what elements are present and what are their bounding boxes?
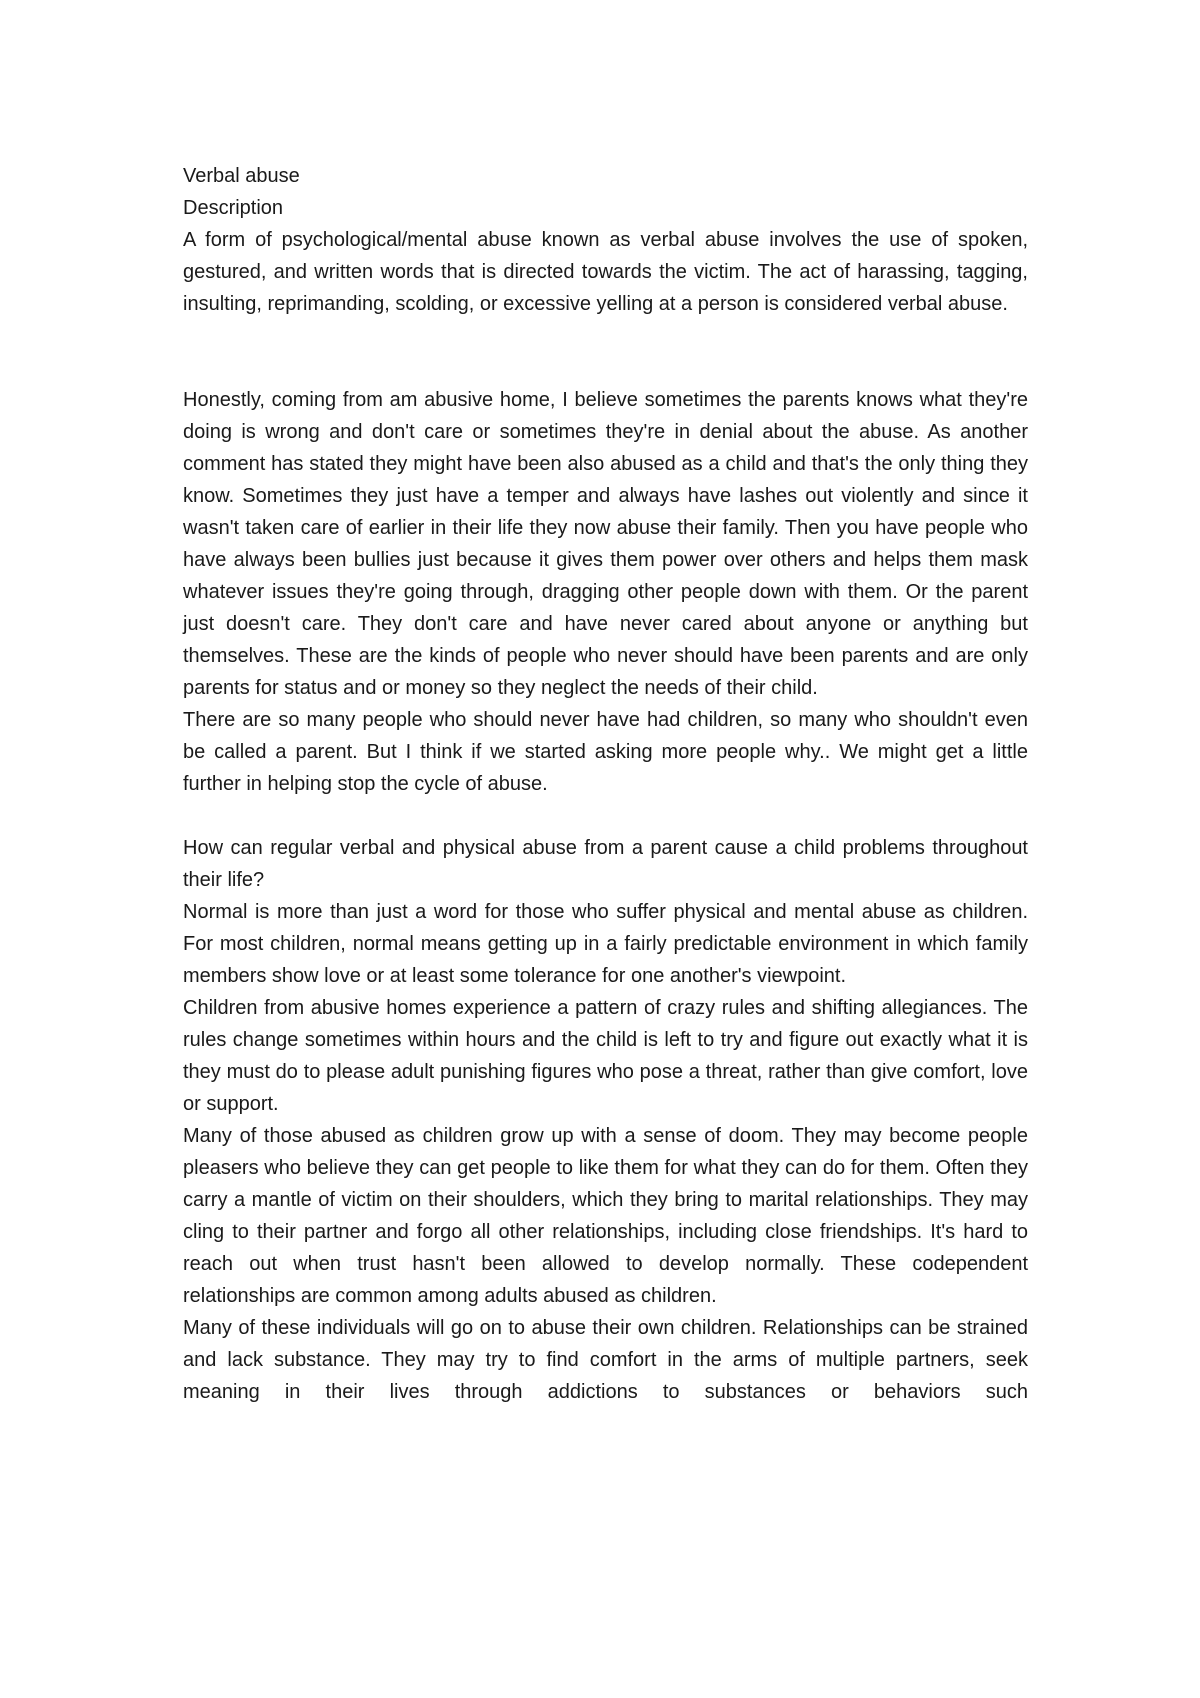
answer-paragraph: Many of these individuals will go on to abuse their own children. Relationships can be strained and lack substance. They may try to find comfort in the arms of multiple partners, seek meaning in their lives through addictions to substances or behaviors such [183, 1317, 1028, 1403]
paragraph-spacer [183, 320, 1028, 384]
paragraph-spacer [183, 800, 1028, 832]
description-paragraph: A form of psychological/mental abuse known as verbal abuse involves the use of spoken, gestured, and written words that is directed towards the victim. The act of harassing, tagging, insulting, reprimanding, scolding, or excessive yelling at a person is considered verbal abuse. [183, 229, 1028, 315]
answer-paragraph: Normal is more than just a word for those who suffer physical and mental abuse as children. For most children, normal means getting up in a fairly predictable environment in which family members show love or at least some tolerance for one another's viewpoint. [183, 901, 1028, 987]
section-heading-description: Description [183, 197, 284, 219]
question-paragraph: How can regular verbal and physical abuse from a parent cause a child problems throughout their life? [183, 837, 1028, 891]
document-title: Verbal abuse [183, 165, 300, 187]
answer-paragraph: Children from abusive homes experience a pattern of crazy rules and shifting allegiances. The rules change sometimes within hours and the child is left to try and figure out exactly what it is they must do to please adult punishing figures who pose a threat, rather than give comfort, love or support. [183, 997, 1028, 1115]
answer-paragraph: Many of those abused as children grow up with a sense of doom. They may become people pleasers who believe they can get people to like them for what they can do for them. Often they carry a mantle of victim on their shoulders, which they bring to marital relationships. They may cling to their partner and forgo all other relationships, including close friendships. It's hard to reach out when trust hasn't been allowed to develop normally. These codependent relationships are common among adults abused as children. [183, 1125, 1028, 1307]
document-body [183, 160, 1028, 1408]
body-paragraph: There are so many people who should never have had children, so many who shouldn't even be called a parent. But I think if we started asking more people why.. We might get a little further in helping stop the cycle of abuse. [183, 709, 1028, 795]
body-paragraph: Honestly, coming from am abusive home, I believe sometimes the parents knows what they're doing is wrong and don't care or sometimes they're in denial about the abuse. As another comment has stated they might have been also abused as a child and that's the only thing they know. Sometimes they just have a temper and always have lashes out violently and since it wasn't taken care of earlier in their life they now abuse their family. Then you have people who have always been bullies just because it gives them power over others and helps them mask whatever issues they're going through, dragging other people down with them. Or the parent just doesn't care. They don't care and have never cared about anyone or anything but themselves. These are the kinds of people who never should have been parents and are only parents for status and or money so they neglect the needs of their child. [183, 389, 1028, 699]
